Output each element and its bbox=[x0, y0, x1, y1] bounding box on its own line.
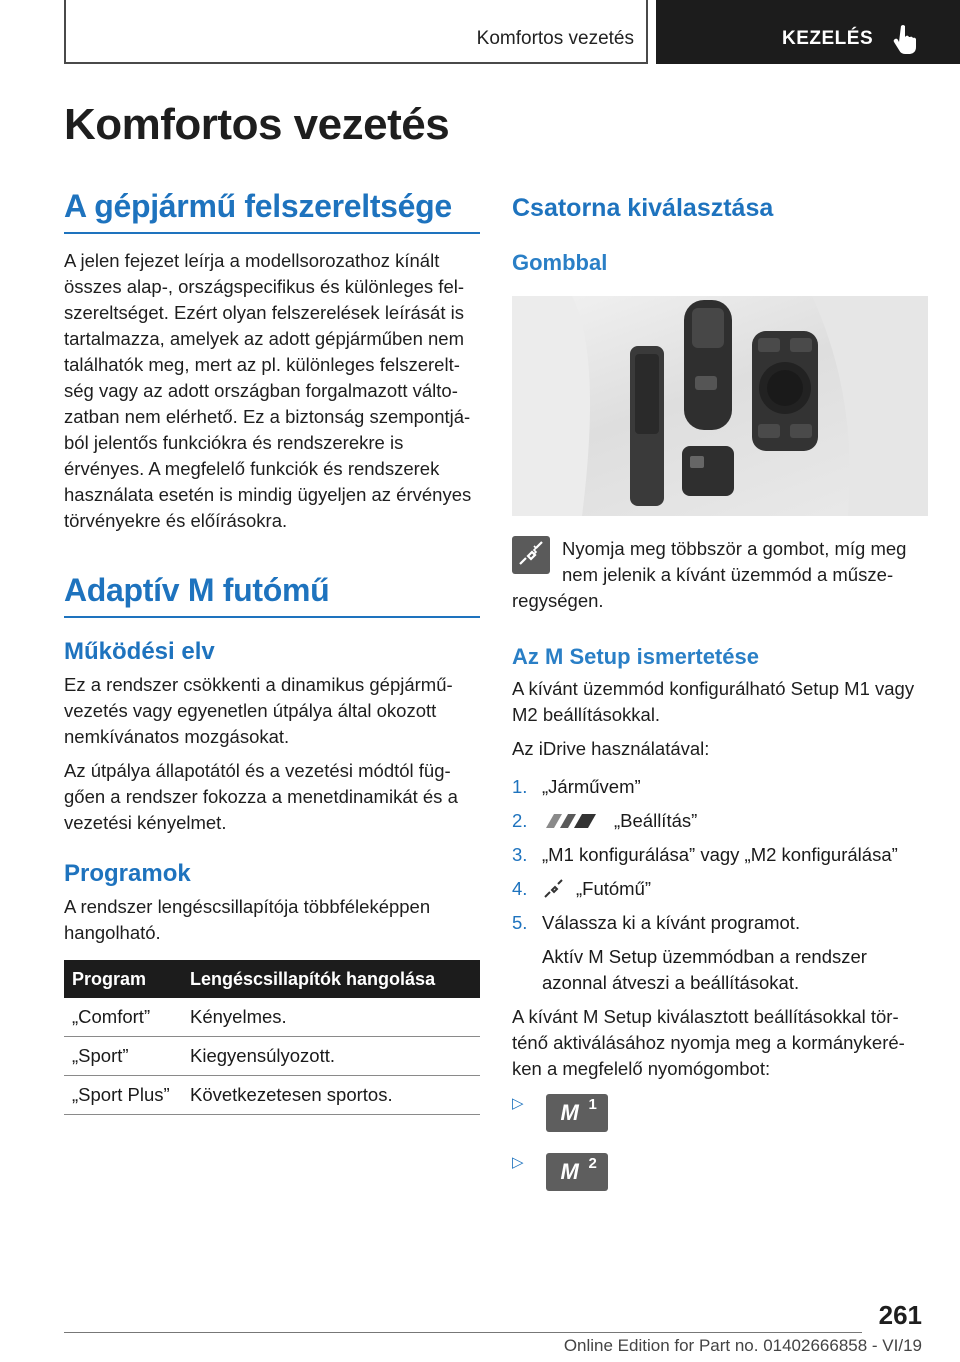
paragraph-equipment: A jelen fejezet leírja a modellsorozathoz kínált összes alap-, országspecifikus és különleges felszereltséget. Ezért olyan felszerelések leírását is tartalmazza, amelyek az adott gépjárműben nem találhatók meg, mert az pl. különleges felszereltség vagy az adott országban forgalmazott változatban nem elérhető. Ez a biztonság szempontjából jelentős funkciókra és rendszerekre is érvényes. A megfelelő funkciók és rendszerek használata esetén is mindig ügyeljen az érvényes törvényekre és előírásokra. bbox=[64, 250, 472, 531]
bullet-arrow: ▷ bbox=[512, 1154, 524, 1171]
heading-channel-selection: Csatorna kiválasztása bbox=[512, 194, 774, 222]
table-cell-program: „Sport” bbox=[64, 1037, 182, 1076]
list-number: 5. bbox=[512, 912, 528, 933]
center-console-illustration bbox=[512, 296, 928, 516]
footer-divider bbox=[64, 1332, 862, 1333]
list-number: 3. bbox=[512, 844, 528, 865]
programs-table bbox=[64, 960, 480, 1115]
paragraph-button: Nyomja meg többször a gombot, míg meg nem jelenik a kívánt üzemmód a műszeregységen. bbox=[512, 538, 907, 611]
table-cell-tuning: Kiegyensúlyozott. bbox=[182, 1037, 480, 1076]
paragraph-programs: A rendszer lengéscsillapítója többféleképpen hangolható. bbox=[64, 896, 431, 943]
list-text: „Futómű” bbox=[576, 878, 652, 899]
suspension-button-icon bbox=[512, 536, 550, 574]
heading-programs: Programok bbox=[64, 860, 191, 887]
bullet-arrow: ▷ bbox=[512, 1095, 524, 1112]
page-number: 261 bbox=[878, 1300, 922, 1330]
list-note-text: Aktív M Setup üzemmódban a rendszer azonnal átveszi a beállításokat. bbox=[542, 946, 867, 993]
heading-adaptive-suspension: Adaptív M futómű bbox=[64, 570, 480, 618]
paragraph-principle-1: Ez a rendszer csökkenti a dinamikus gépjárművezetés vagy egyenetlen útpálya által okozott nemkívánatos mozgásokat. bbox=[64, 674, 453, 747]
heading-equipment: A gépjármű felszereltsége bbox=[64, 186, 480, 234]
m1-button-row bbox=[512, 1094, 928, 1137]
list-item bbox=[512, 774, 928, 800]
m2-button-row bbox=[512, 1153, 928, 1196]
left-column bbox=[64, 186, 480, 1115]
paragraph-setup-1: A kívánt üzemmód konfigurálható Setup M1 vagy M2 beállításokkal. bbox=[512, 678, 915, 725]
list-item bbox=[512, 842, 928, 868]
heading-by-button: Gombbal bbox=[512, 250, 608, 275]
list-text: „Beállítás” bbox=[614, 810, 698, 831]
center-console-photo bbox=[512, 296, 928, 516]
list-item bbox=[512, 910, 928, 936]
breadcrumb: Komfortos vezetés bbox=[476, 28, 634, 49]
section-tab bbox=[656, 0, 960, 64]
paragraph-principle-2: Az útpálya állapotától és a vezetési módtól függően a rendszer fokozza a menetdinamikát és a vezetési kényelmet. bbox=[64, 760, 458, 833]
m2-button-icon: M 2 bbox=[546, 1153, 608, 1191]
step-5-note bbox=[512, 944, 928, 996]
m-settings-icon bbox=[542, 810, 600, 832]
table-row bbox=[64, 998, 480, 1037]
list-number: 1. bbox=[512, 776, 528, 797]
setup-steps-list bbox=[512, 774, 928, 996]
m1-button-icon: M 1 bbox=[546, 1094, 608, 1132]
list-text: „M1 konfigurálása” vagy „M2 konfigurálása” bbox=[542, 844, 898, 865]
page-title: Komfortos vezetés bbox=[64, 100, 450, 149]
button-instruction bbox=[512, 536, 928, 614]
list-number: 4. bbox=[512, 878, 528, 899]
hand-pointer-icon bbox=[892, 24, 920, 54]
table-cell-program: „Comfort” bbox=[64, 998, 182, 1037]
heading-principle: Működési elv bbox=[64, 638, 215, 665]
list-item bbox=[512, 876, 928, 902]
table-cell-program: „Sport Plus” bbox=[64, 1076, 182, 1115]
heading-m-setup: Az M Setup ismertetése bbox=[512, 644, 759, 669]
table-header-program: Program bbox=[64, 960, 182, 998]
table-cell-tuning: Kényelmes. bbox=[182, 998, 480, 1037]
list-text: Válassza ki a kívánt programot. bbox=[542, 912, 801, 933]
table-header-tuning: Lengéscsillapítók hangolása bbox=[182, 960, 480, 998]
table-row bbox=[64, 1076, 480, 1115]
section-label: KEZELÉS bbox=[782, 28, 874, 49]
suspension-icon bbox=[542, 878, 564, 900]
table-row bbox=[64, 1037, 480, 1076]
table-header-row bbox=[64, 960, 480, 998]
list-text: „Járművem” bbox=[542, 776, 641, 797]
paragraph-setup-2: Az iDrive használatával: bbox=[512, 738, 710, 759]
table-cell-tuning: Következetesen sportos. bbox=[182, 1076, 480, 1115]
list-number: 2. bbox=[512, 810, 528, 831]
header-breadcrumb-tab bbox=[64, 0, 648, 64]
right-column bbox=[512, 186, 928, 1196]
footer-edition: Online Edition for Part no. 01402666858 - VI/19 bbox=[563, 1336, 922, 1355]
paragraph-activate: A kívánt M Setup kiválasztott beállításokkal történő aktiválásához nyomja meg a kormánykeréken a megfelelő nyomógombot: bbox=[512, 1006, 905, 1079]
list-item bbox=[512, 808, 928, 834]
